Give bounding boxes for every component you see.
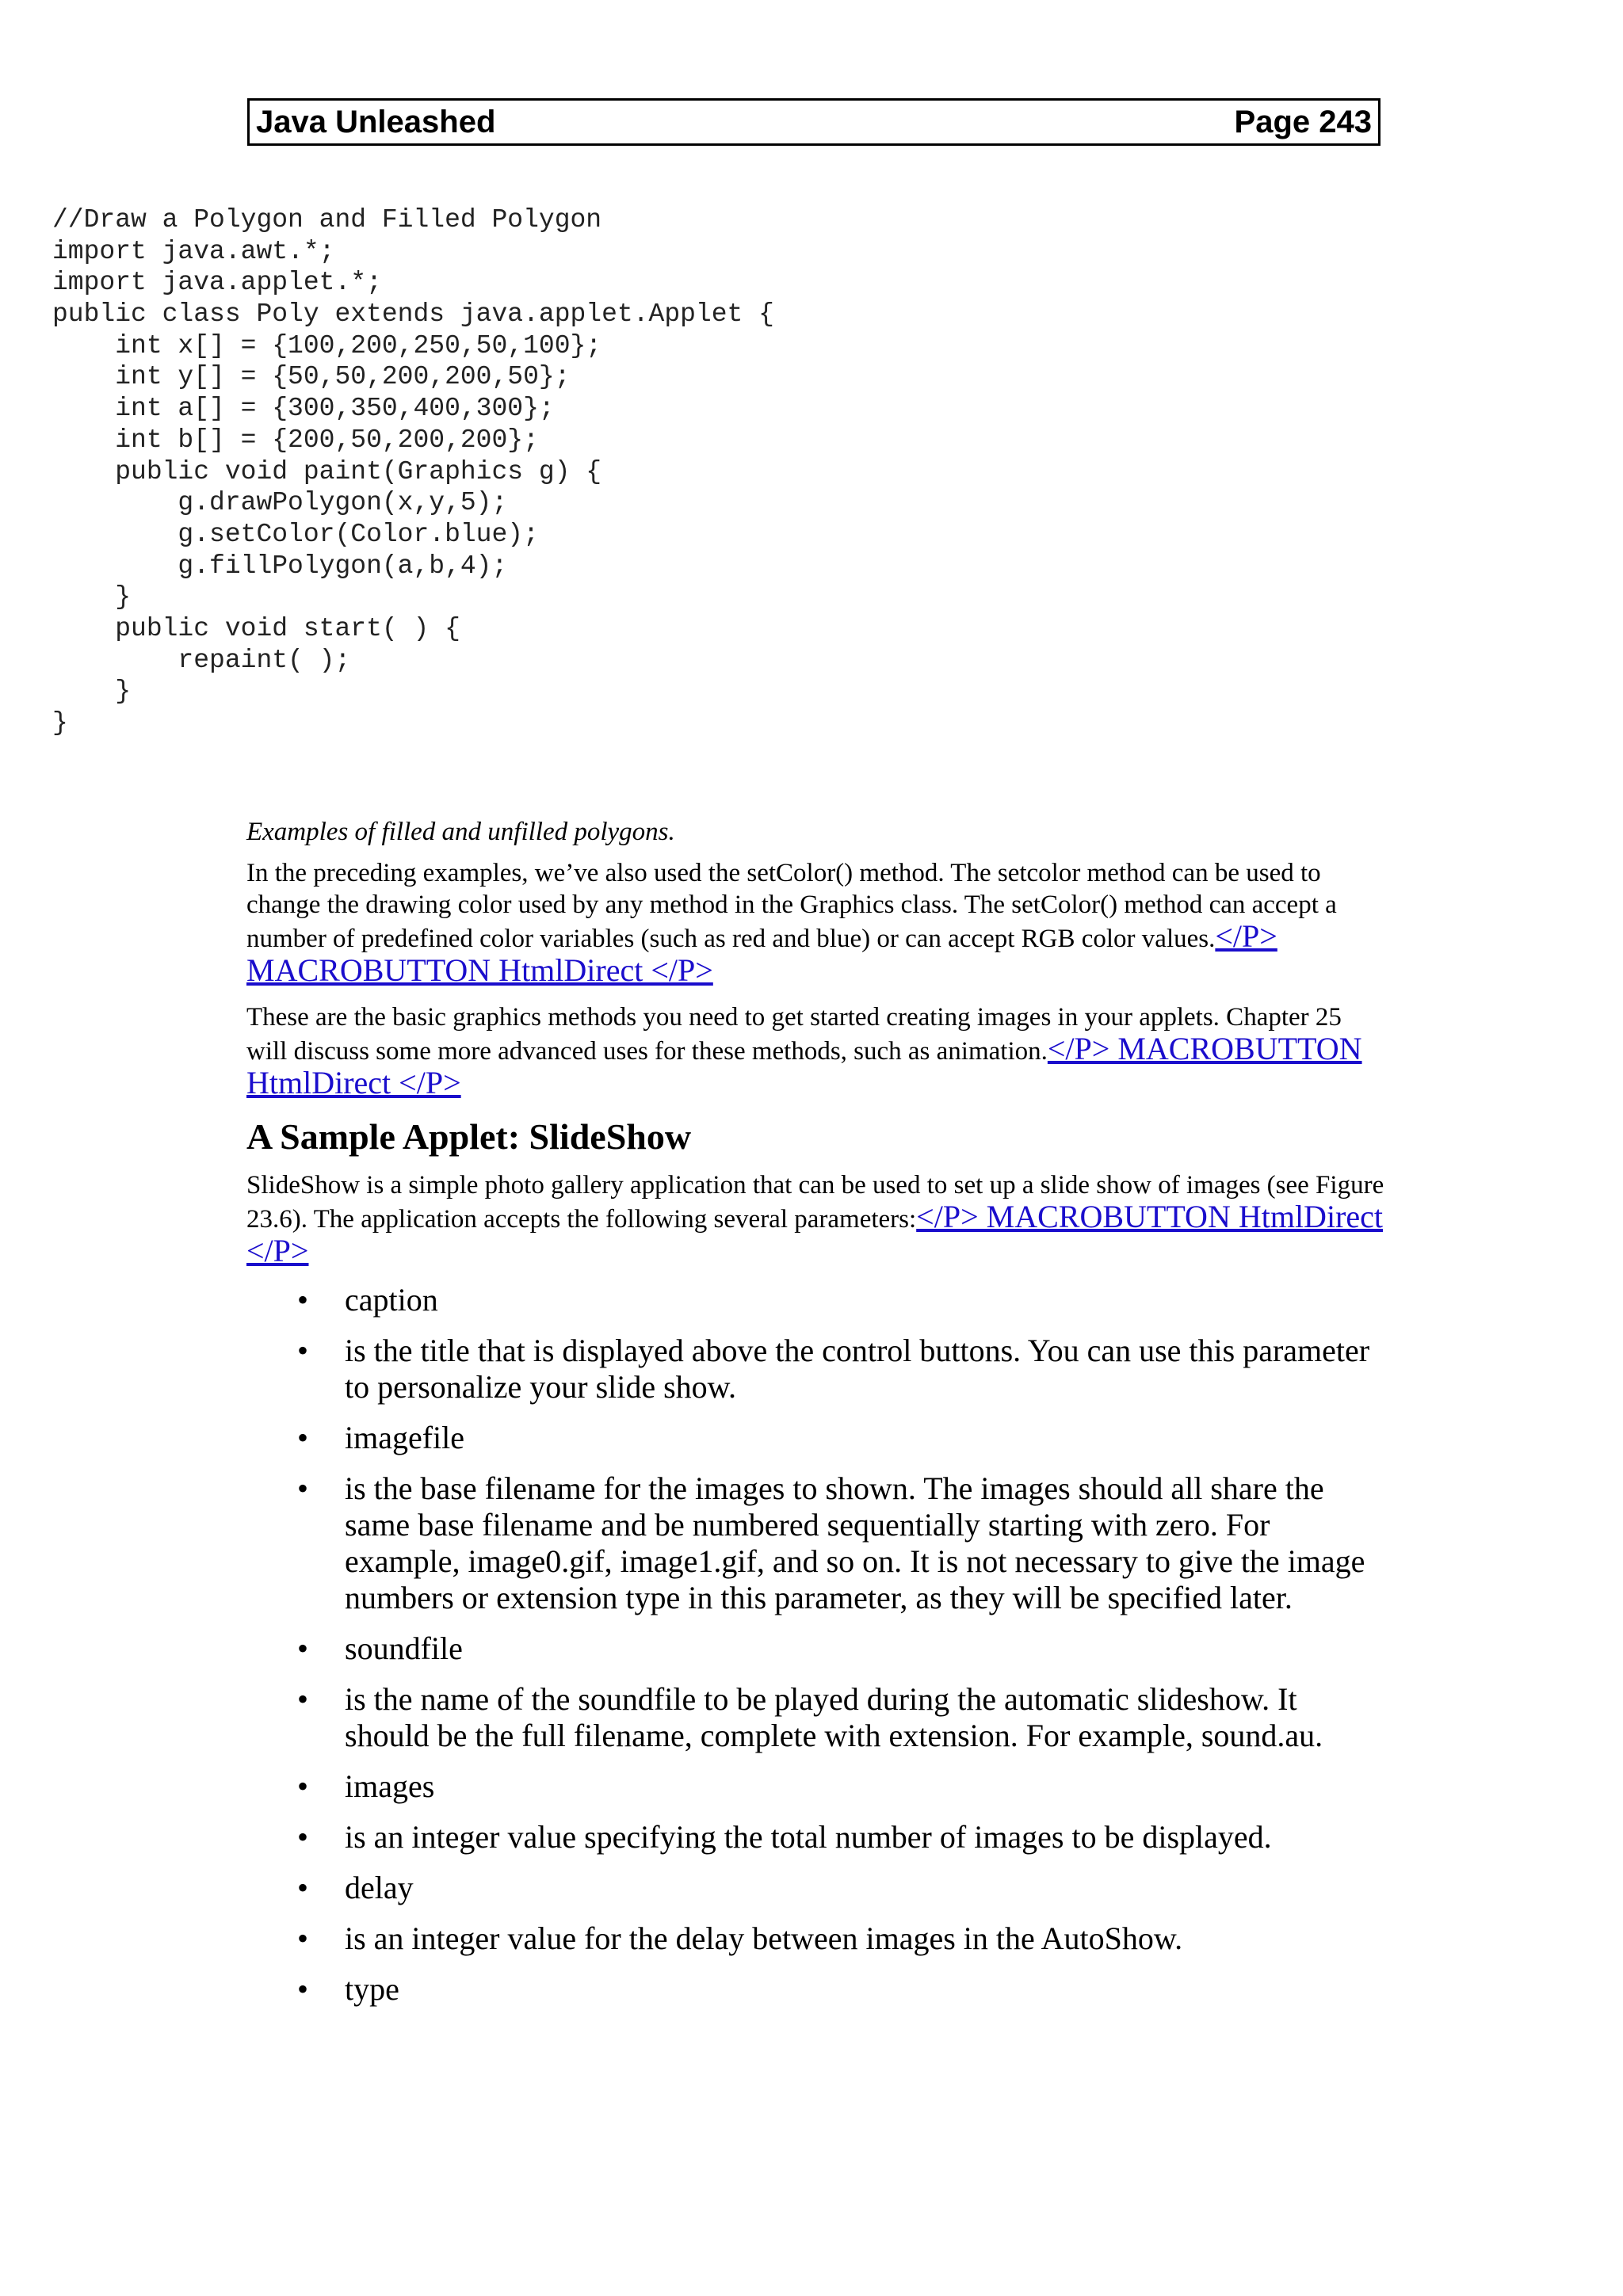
- paragraph-text: These are the basic graphics methods you need to get started creating images in your applets. Chapter 25 will discuss some more advanced uses for these methods, such as animation.: [246, 1003, 1342, 1066]
- list-item-text: images: [345, 1768, 435, 1804]
- figure-caption: Examples of filled and unfilled polygons.: [246, 818, 675, 846]
- parameter-list: [246, 1282, 1388, 2008]
- list-item: [246, 1920, 1383, 1957]
- list-item: [246, 1819, 1383, 1855]
- code-line: }: [52, 708, 68, 738]
- bullet-icon: •: [297, 1681, 309, 1717]
- list-item: [246, 1681, 1383, 1754]
- list-item-text: is the name of the soundfile to be played during the automatic slideshow. It should be the full filename, complete with extension. For example, sound.au.: [345, 1681, 1323, 1753]
- list-item-text: type: [345, 1971, 399, 2007]
- list-item-text: is the title that is displayed above the control buttons. You can use this parameter to personalize your slide show.: [345, 1333, 1370, 1405]
- section-heading: A Sample Applet: SlideShow: [246, 1116, 692, 1157]
- paragraph-graphics-methods: [246, 1001, 1388, 1101]
- list-item-text: is the base filename for the images to shown. The images should all share the same base filename and be numbered sequentially starting with zero. For example, image0.gif, image1.gif, and so on. It is not necessary to give the image numbers or extension type in this parameter, as they will be specified later.: [345, 1470, 1365, 1615]
- list-item-text: is an integer value for the delay between images in the AutoShow.: [345, 1920, 1183, 1956]
- paragraph-setcolor: [246, 857, 1388, 989]
- code-line: public void start( ) {: [52, 613, 460, 643]
- page-number: Page 243: [1234, 105, 1372, 139]
- bullet-icon: •: [297, 1971, 309, 2007]
- bullet-icon: •: [297, 1282, 309, 1318]
- code-line: }: [52, 582, 132, 612]
- code-line: }: [52, 677, 132, 707]
- paragraph-text: SlideShow is a simple photo gallery application that can be used to set up a slide show of images (see Figure 23.6). The application accepts the following several parameters:: [246, 1171, 1384, 1234]
- macrobutton-link[interactable]: </P> MACROBUTTON HtmlDirect </P>: [246, 1031, 1362, 1100]
- code-line: import java.awt.*;: [52, 236, 335, 266]
- list-item: [246, 1630, 1383, 1667]
- code-line: import java.applet.*;: [52, 268, 382, 298]
- list-item: [246, 1282, 1383, 1318]
- code-listing: [52, 204, 774, 739]
- bullet-icon: •: [297, 1420, 309, 1455]
- code-line: int y[] = {50,50,200,200,50};: [52, 362, 571, 392]
- bullet-icon: •: [297, 1768, 309, 1804]
- code-line: //Draw a Polygon and Filled Polygon: [52, 205, 602, 235]
- macrobutton-link[interactable]: </P> MACROBUTTON HtmlDirect </P>: [246, 918, 1277, 988]
- code-line: public class Poly extends java.applet.Applet {: [52, 299, 774, 330]
- bullet-icon: •: [297, 1870, 309, 1905]
- list-item-text: caption: [345, 1282, 438, 1318]
- code-line: int a[] = {300,350,400,300};: [52, 394, 555, 424]
- code-line: repaint( );: [52, 645, 351, 675]
- code-line: g.fillPolygon(a,b,4);: [52, 551, 508, 581]
- list-item: [246, 1420, 1383, 1456]
- list-item-text: delay: [345, 1870, 414, 1905]
- macrobutton-link[interactable]: </P> MACROBUTTON HtmlDirect </P>: [246, 1199, 1383, 1268]
- list-item: [246, 1768, 1383, 1805]
- bullet-icon: •: [297, 1333, 309, 1368]
- bullet-icon: •: [297, 1920, 309, 1956]
- bullet-icon: •: [297, 1470, 309, 1506]
- code-line: int x[] = {100,200,250,50,100};: [52, 330, 602, 360]
- code-line: public void paint(Graphics g) {: [52, 456, 602, 486]
- list-item-text: is an integer value specifying the total number of images to be displayed.: [345, 1819, 1272, 1855]
- bullet-icon: •: [297, 1819, 309, 1855]
- book-title: Java Unleashed: [256, 105, 496, 139]
- code-line: g.setColor(Color.blue);: [52, 519, 539, 549]
- list-item: [246, 1470, 1383, 1616]
- list-item-text: imagefile: [345, 1420, 465, 1455]
- list-item: [246, 1870, 1383, 1906]
- code-line: g.drawPolygon(x,y,5);: [52, 488, 508, 518]
- bullet-icon: •: [297, 1630, 309, 1666]
- running-header: [247, 98, 1381, 146]
- list-item-text: soundfile: [345, 1630, 463, 1666]
- paragraph-text: In the preceding examples, we’ve also used the setColor() method. The setcolor method can be used to change the drawing color used by any method in the Graphics class. The setColor() method can accept a number of predefined color variables (such as red and blue) or can accept RGB color values.: [246, 859, 1337, 953]
- list-item: [246, 1333, 1383, 1405]
- list-item: [246, 1971, 1383, 2008]
- code-line: int b[] = {200,50,200,200};: [52, 425, 539, 455]
- body-content: [246, 814, 1388, 2022]
- paragraph-slideshow-intro: [246, 1169, 1388, 1269]
